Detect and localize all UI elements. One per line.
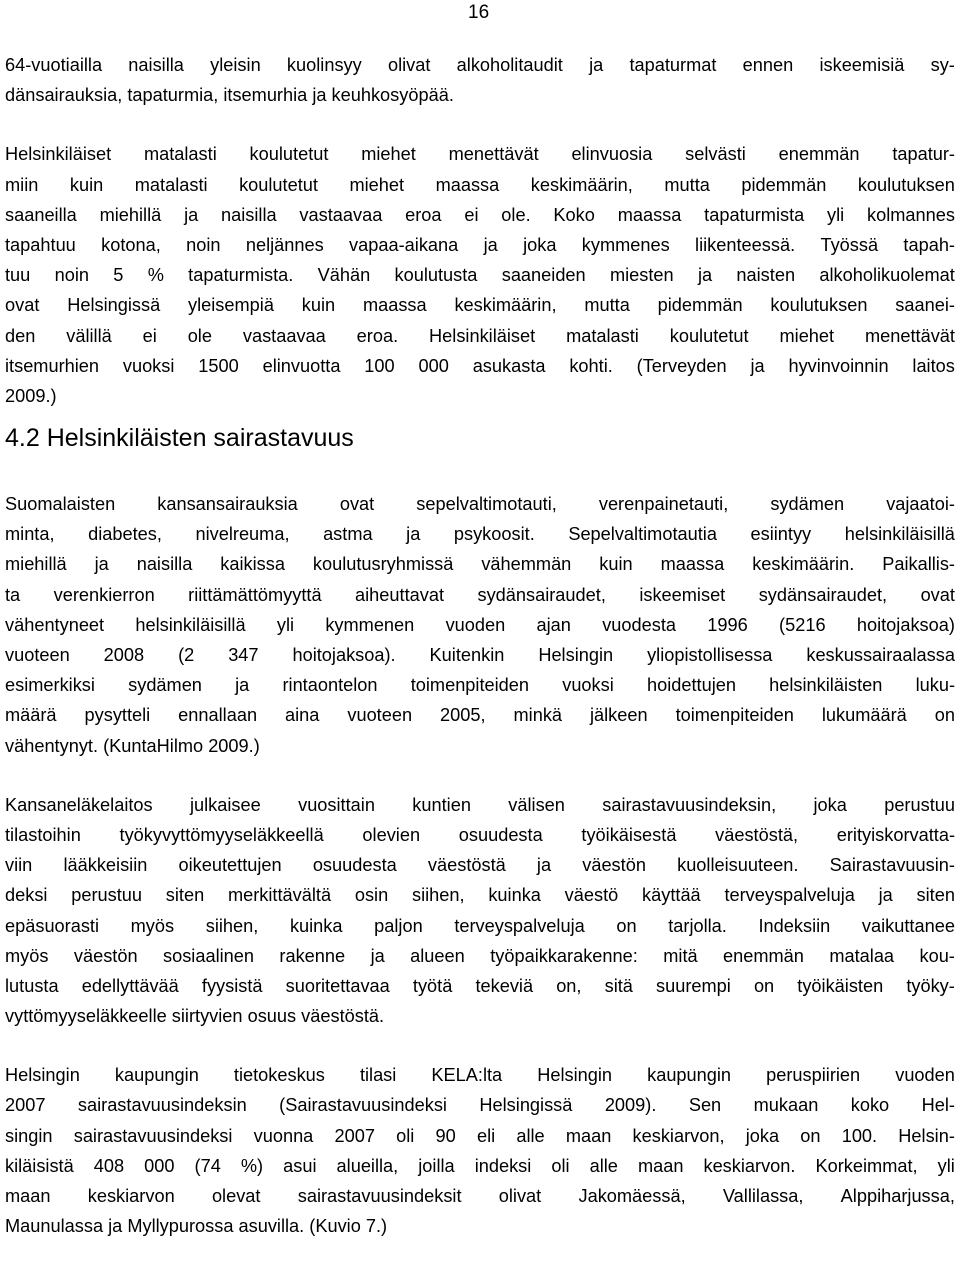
document-body <box>5 50 955 1241</box>
text-line: määrä pysytteli ennallaan aina vuoteen 2005, minkä jälkeen toimenpiteiden lukumäärä on <box>5 705 955 726</box>
page-number: 16 <box>468 2 490 23</box>
text-line: maan keskiarvon olevat sairastavuusindeksit olivat Jakomäessä, Vallilassa, Alppiharjussa, <box>5 1186 955 1206</box>
text-line: ovat Helsingissä yleisempiä kuin maassa keskimäärin, mutta pidemmän koulutuksen saanei- <box>5 295 955 316</box>
text-line: epäsuorasti myös siihen, kuinka paljon terveyspalveluja on tarjolla. Indeksiin vaikuttanee <box>5 915 955 936</box>
text-line: viin lääkkeisiin oikeutettujen osuudesta väestöstä ja väestön kuolleisuuteen. Sairastavuusin- <box>5 855 955 876</box>
text-line: deksi perustuu siten merkittävältä osin siihen, kuinka väestö käyttää terveyspalveluja ja siten <box>5 885 955 906</box>
text-line: vähentyneet helsinkiläisillä yli kymmenen vuoden ajan vuodesta 1996 (5216 hoitojaksoa) <box>5 614 955 635</box>
section-heading: 4.2 Helsinkiläisten sairastavuus <box>5 424 354 453</box>
text-line: minta, diabetes, nivelreuma, astma ja psykoosit. Sepelvaltimotautia esiintyy helsinkiläisillä <box>5 524 955 545</box>
text-line: 64-vuotiailla naisilla yleisin kuolinsyy olivat alkoholitaudit ja tapaturmat ennen iskeemisiä sy- <box>5 55 955 75</box>
text-line: Helsingin kaupungin tietokeskus tilasi KELA:lta Helsingin kaupungin peruspiirien vuoden <box>5 1065 955 1086</box>
text-line: myös väestön sosiaalinen rakenne ja alueen työpaikkarakenne: mitä enemmän matalaa kou- <box>5 945 955 966</box>
text-line: den välillä ei ole vastaavaa eroa. Helsinkiläiset matalasti koulutetut miehet menettävät <box>5 325 955 346</box>
text-line: miin kuin matalasti koulutetut miehet maassa keskimäärin, mutta pidemmän koulutuksen <box>5 174 955 195</box>
paragraph-accidents-men <box>5 139 955 411</box>
text-line: Suomalaisten kansansairauksia ovat sepelvaltimotauti, verenpainetauti, sydämen vajaatoi- <box>5 494 955 515</box>
paragraph-common-diseases <box>5 489 955 761</box>
text-line: dänsairauksia, tapaturmia, itsemurhia ja keuhkosyöpää. <box>5 85 454 106</box>
text-line: singin sairastavuusindeksi vuonna 2007 oli 90 eli alle maan keskiarvon, joka on 100. Helsin- <box>5 1125 955 1146</box>
paragraph-kela-index <box>5 790 955 1032</box>
text-line: Helsinkiläiset matalasti koulutetut miehet menettävät elinvuosia selvästi enemmän tapatur- <box>5 144 955 165</box>
text-line: 2007 sairastavuusindeksin (Sairastavuusindeksi Helsingissä 2009). Sen mukaan koko Hel- <box>5 1095 955 1116</box>
text-line: vuoteen 2008 (2 347 hoitojaksoa). Kuitenkin Helsingin yliopistollisessa keskussairaalassa <box>5 645 955 665</box>
paragraph-mortality-women <box>5 50 955 110</box>
text-line: lutusta edellyttävää fyysistä suoritettavaa työtä tekeviä on, sitä suurempi on työikäisten työky- <box>5 975 955 996</box>
text-line: itsemurhien vuoksi 1500 elinvuotta 100 000 asukasta kohti. (Terveyden ja hyvinvoinnin laitos <box>5 355 955 376</box>
text-line: 2009.) <box>5 385 57 406</box>
text-line: kiläisistä 408 000 (74 %) asui alueilla, joilla indeksi oli alle maan keskiarvon. Korkeimmat, yli <box>5 1155 955 1176</box>
text-line: esimerkiksi sydämen ja rintaontelon toimenpiteiden vuoksi hoidettujen helsinkiläisten luku- <box>5 675 955 696</box>
text-line: ta verenkierron riittämättömyyttä aiheuttavat sydänsairaudet, iskeemiset sydänsairaudet, ovat <box>5 584 955 605</box>
paragraph-helsinki-index <box>5 1060 955 1241</box>
text-line: saaneilla miehillä ja naisilla vastaavaa eroa ei ole. Koko maassa tapaturmista yli kolmannes <box>5 204 955 225</box>
text-line: Kansaneläkelaitos julkaisee vuosittain kuntien välisen sairastavuusindeksin, joka perustuu <box>5 794 955 815</box>
text-line: tuu noin 5 % tapaturmista. Vähän koulutusta saaneiden miesten ja naisten alkoholikuolemat <box>5 265 955 286</box>
text-line: tilastoihin työkyvyttömyyseläkkeellä olevien osuudesta työikäisestä väestöstä, erityiskorvatta- <box>5 824 955 845</box>
text-line: vähentynyt. (KuntaHilmo 2009.) <box>5 735 260 756</box>
text-line: tapahtuu kotona, noin neljännes vapaa-aikana ja joka kymmenes liikenteessä. Työssä tapah- <box>5 234 955 255</box>
text-line: miehillä ja naisilla kaikissa koulutusryhmissä vähemmän kuin maassa keskimäärin. Paikallis- <box>5 554 955 575</box>
text-line: vyttömyyseläkkeelle siirtyvien osuus väestöstä. <box>5 1006 385 1027</box>
text-line: Maunulassa ja Myllypurossa asuvilla. (Kuvio 7.) <box>5 1216 388 1237</box>
